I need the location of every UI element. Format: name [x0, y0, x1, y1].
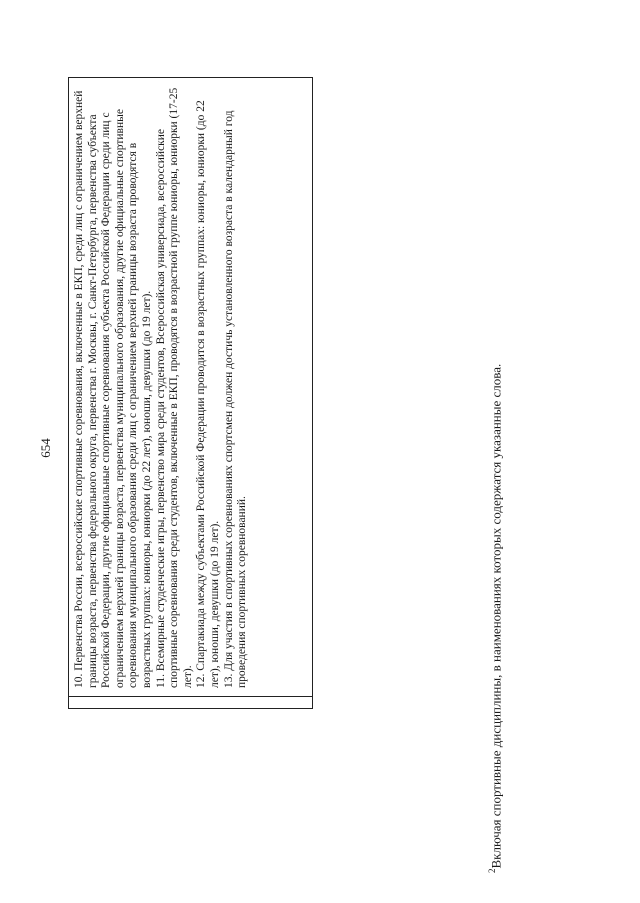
table-left-column	[69, 696, 312, 708]
rule-item-12: 12. Спартакиада между субъектами Российской Федерации проводится в возрастных группах: юниоры, юниорки (до 22 лет), юноши, девушки (до 19 лет).	[195, 100, 221, 688]
page-number: 654	[38, 438, 53, 458]
footnote-marker: 2	[487, 868, 497, 873]
rule-item-11: 11. Всемирные студенческие игры, первенство мира среди студентов, Всероссийская универсиада, всероссийские спортивные соревнования среди студентов, включенные в ЕКП, проводятся в возрастной группе юниоры, юниорки (17-25 лет).	[154, 87, 194, 688]
footnote	[487, 364, 504, 873]
footnote-text: Включая спортивные дисциплины, в наименованиях которых содержатся указанные слова.	[488, 363, 504, 869]
rule-item-13: 13. Для участия в спортивных соревнованиях спортсмен должен достичь установленного возраста в календарный год проведения спортивных соревнований.	[222, 110, 249, 688]
rule-item-10: 10. Первенства России, всероссийские спортивные соревнования, включенные в ЕКП, среди лиц с ограничением верхней границы возраста, первенства федерального округа, первенства г. Москвы, г. Санкт-Петербурга, первенства субъекта Российской Федерации, другие официальные спортивные соревнования субъекта Российской Федерации среди лиц с ограничением верхней границы возраста, первенства муниципального образования, другие официальные спортивные соревнования муниципального образования среди лиц с ограничением верхней границы возраста проводятся в возрастных группах: юниоры, юниорки (до 22 лет), юноши, девушки (до 19 лет).	[73, 90, 153, 688]
table-right-column	[69, 78, 312, 696]
rules-table	[68, 77, 313, 709]
